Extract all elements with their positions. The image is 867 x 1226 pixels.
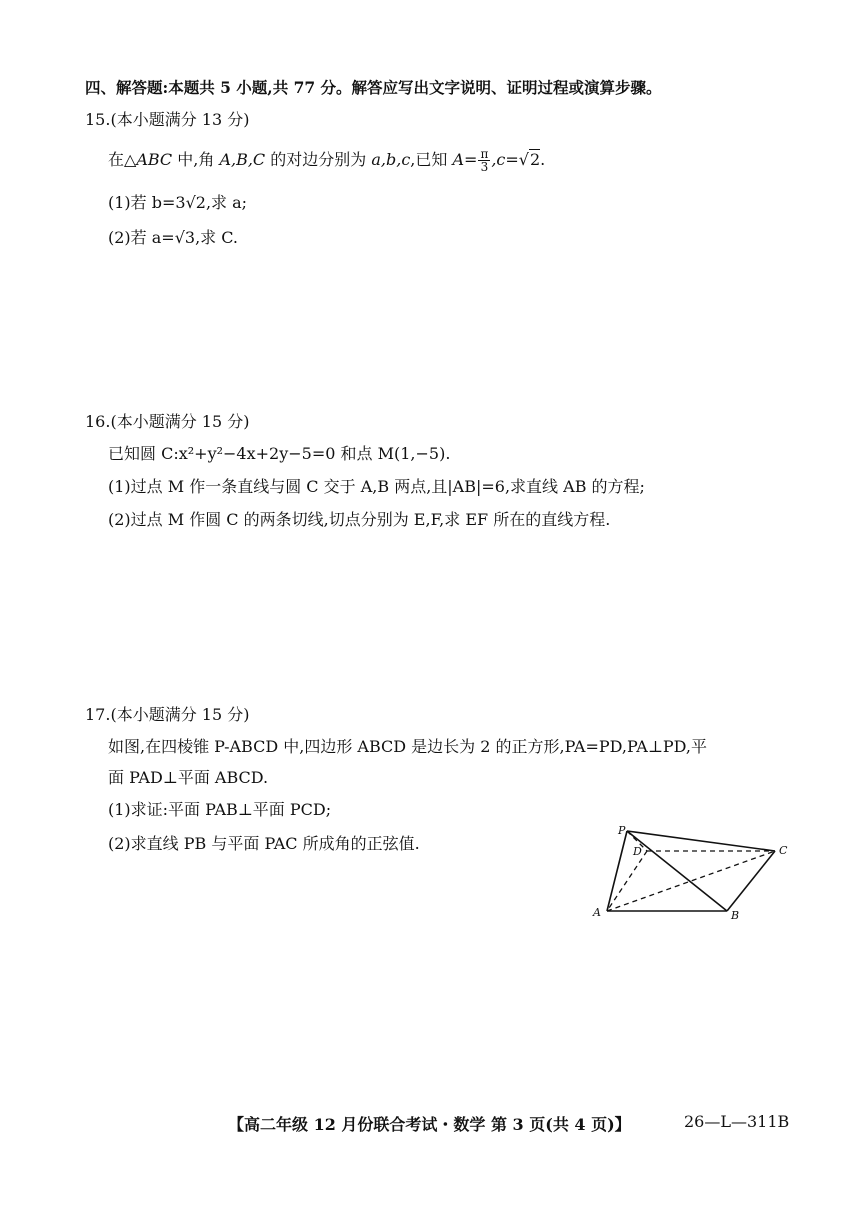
page-footer-code: 26—L—311B [684,1112,790,1131]
problem-15-part-1: (1)若 b=3√2,求 a; [108,193,248,212]
edge-PA [607,831,627,911]
problem-17-part-2: (2)求直线 PB 与平面 PAC 所成角的正弦值. [108,834,420,853]
problem-points: (本小题满分 15 分) [110,412,250,431]
problem-points: (本小题满分 15 分) [110,705,250,724]
section-heading: 四、解答题:本题共 5 小题,共 77 分。解答应写出文字说明、证明过程或演算步骤。 [85,78,662,97]
problem-number: 16. [85,412,111,431]
problem-17-stem-line-1: 如图,在四棱锥 P-ABCD 中,四边形 ABCD 是边长为 2 的正方形,PA=PD,PA⊥PD,平 [108,737,707,756]
label-C: C [779,844,788,857]
problem-17-header [85,705,249,725]
label-D: D [633,845,642,858]
problem-17-part-1: (1)求证:平面 PAB⊥平面 PCD; [108,800,332,819]
problem-17-stem-line-2: 面 PAD⊥平面 ABCD. [108,768,269,787]
label-A: A [593,906,601,919]
problem-15-stem: 在△ABC 中,角 A,B,C 的对边分别为 a,b,c,已知 A= $\frac{\pi}{3}$ ,c=√2. [108,147,546,174]
problem-number: 15. [85,110,111,129]
edge-AC [607,851,775,911]
problem-16-part-1: (1)过点 M 作一条直线与圆 C 交于 A,B 两点,且|AB|=6,求直线 AB 的方程; [108,477,645,496]
fraction-pi-over-3: $\frac{\pi}{3}$ [480,147,489,174]
problem-points: (本小题满分 13 分) [110,110,250,129]
problem-16-header [85,412,249,432]
edge-DA [607,851,647,911]
problem-15-header [85,110,249,130]
problem-16-stem: 已知圆 C:x²+y²−4x+2y−5=0 和点 M(1,−5). [108,444,451,463]
label-B: B [731,909,740,922]
sqrt-2: √2 [518,150,541,169]
label-P: P [618,824,626,837]
page-footer-title: 【高二年级 12 月份联合考试・数学 第 3 页(共 4 页)】 [228,1115,631,1134]
pyramid-figure [585,823,800,925]
edge-BC [727,851,775,911]
problem-15-part-2: (2)若 a=√3,求 C. [108,228,239,247]
problem-number: 17. [85,705,111,724]
problem-16-part-2: (2)过点 M 作圆 C 的两条切线,切点分别为 E,F,求 EF 所在的直线方程. [108,510,611,529]
